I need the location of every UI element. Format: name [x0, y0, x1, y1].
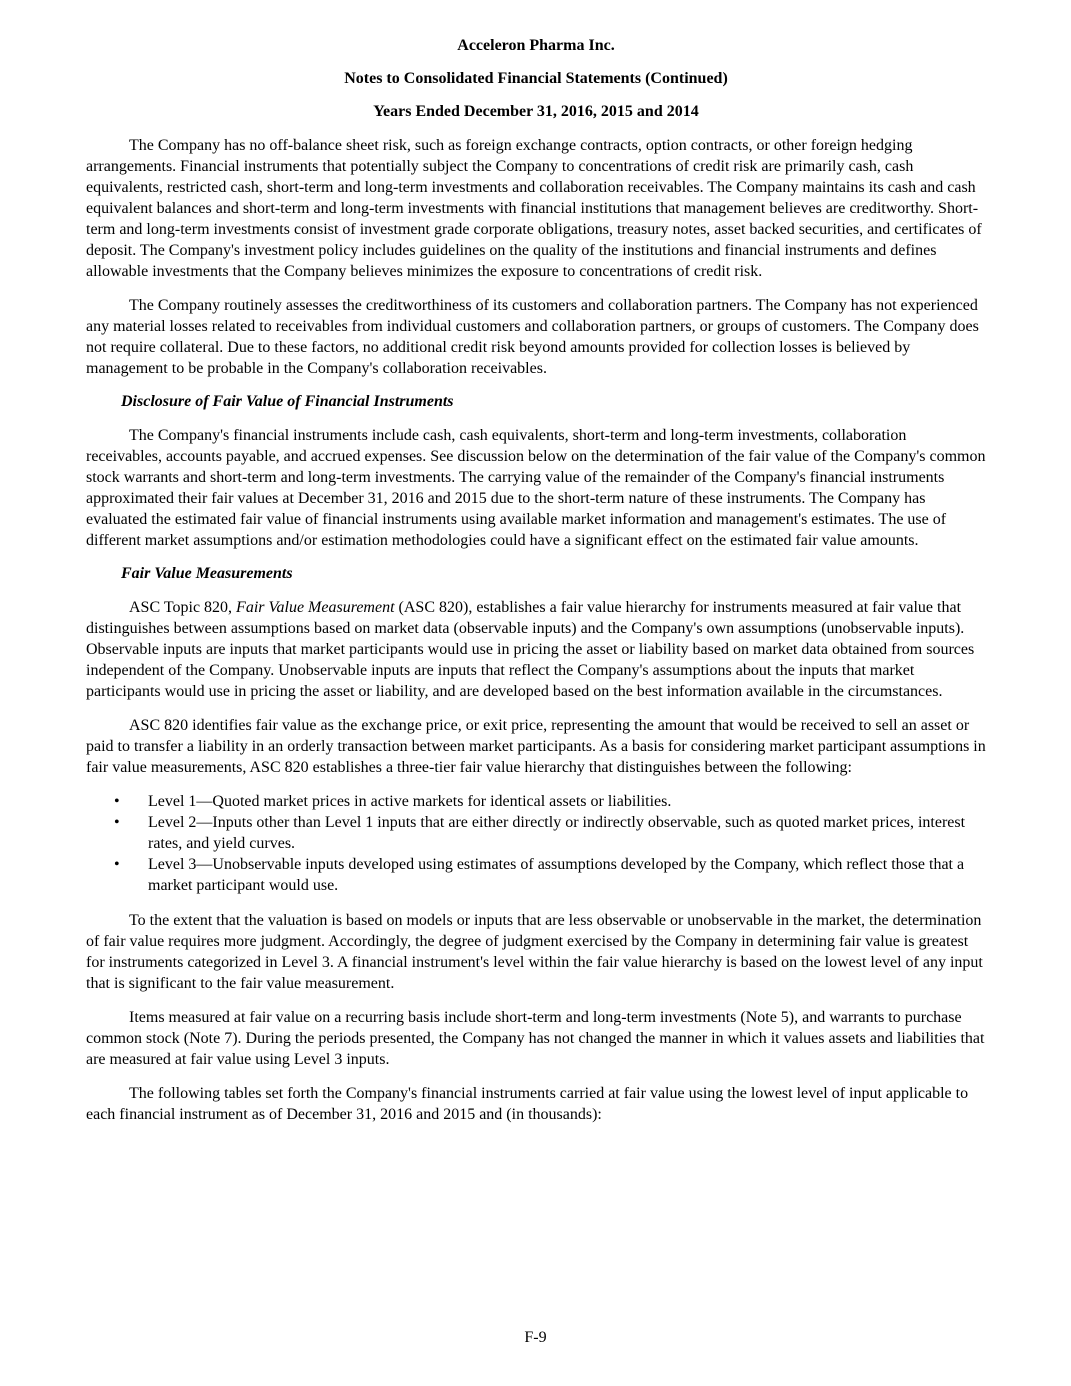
subheading-measurements: Fair Value Measurements	[121, 565, 293, 582]
bullet-marker: •	[114, 856, 120, 873]
document-page	[86, 36, 986, 1138]
bullet-marker: •	[114, 814, 120, 831]
paragraph-creditworthiness: The Company routinely assesses the creditworthiness of its customers and collaboration partners. The Company has not experienced any material losses related to receivables from individual customers and collaboration partners, or groups of customers. The Company does not require collateral. Due to these factors, no additional credit risk beyond amounts provided for collection losses is believed by management to be probable in the Company's collaboration receivables.	[86, 297, 979, 377]
list-item-level-2	[86, 812, 986, 854]
list-item-level-1	[86, 791, 986, 812]
list-item-text: Level 2—Inputs other than Level 1 inputs that are either directly or indirectly observable, such as quoted market prices, interest rates, and yield curves.	[148, 814, 966, 852]
asc-820-italic-title: Fair Value Measurement	[236, 599, 395, 616]
paragraph-asc-topic-820	[86, 597, 986, 702]
list-item-text: Level 1—Quoted market prices in active markets for identical assets or liabilities.	[148, 793, 672, 810]
list-item-level-3	[86, 854, 986, 896]
paragraph-credit-risk: The Company has no off-balance sheet risk, such as foreign exchange contracts, option contracts, or other foreign hedging arrangements. Financial instruments that potentially subject the Company to concentrations of credit risk are primarily cash, cash equivalents, restricted cash, short-term and long-term investments and collaboration receivables. The Company maintains its cash and cash equivalent balances and short-term and long-term investments with financial institutions that management believes are creditworthy. Short-term and long-term investments consist of investment grade corporate obligations, treasury notes, asset backed securities, and certificates of deposit. The Company's investment policy includes guidelines on the quality of the institutions and financial instruments and defines allowable investments that the Company believes minimizes the exposure to concentrations of credit risk.	[86, 137, 982, 280]
paragraph-tables-intro: The following tables set forth the Company's financial instruments carried at fair value using the lowest level of input applicable to each financial instrument as of December 31, 2016 and 2015 and (in thousands):	[86, 1085, 969, 1123]
paragraph-recurring-basis: Items measured at fair value on a recurring basis include short-term and long-term investments (Note 5), and warrants to purchase common stock (Note 7). During the periods presented, the Company has not changed the manner in which it values assets and liabilities that are measured at fair value using Level 3 inputs.	[86, 1009, 985, 1068]
subheading-disclosure: Disclosure of Fair Value of Financial Instruments	[121, 393, 454, 410]
period-title: Years Ended December 31, 2016, 2015 and 2014	[373, 103, 699, 120]
asc-820-body-text: (ASC 820), establishes a fair value hierarchy for instruments measured at fair value that distinguishes between assumptions based on market data (observable inputs) and the Company's own assumptions (unobservable inputs). Observable inputs are inputs that market participants would use in pricing the asset or liability based on market data obtained from sources independent of the Company. Unobservable inputs are inputs that reflect the Company's assumptions about the inputs that market participants would use in pricing the asset or liability, and are developed based on the best information available in the circumstances.	[86, 599, 975, 700]
notes-title: Notes to Consolidated Financial Statements (Continued)	[344, 70, 728, 87]
paragraph-financial-instruments: The Company's financial instruments include cash, cash equivalents, short-term and long-term investments, collaboration receivables, accounts payable, and accrued expenses. See discussion below on the determination of the fair value of the Company's common stock warrants and short-term and long-term investments. The carrying value of the remainder of the Company's financial instruments approximated their fair values at December 31, 2016 and 2015 due to the short-term nature of these instruments. The Company has evaluated the estimated fair value of financial instruments using available market information and management's estimates. The use of different market assumptions and/or estimation methodologies could have a significant effect on the estimated fair value amounts.	[86, 427, 986, 549]
paragraph-fair-value-definition: ASC 820 identifies fair value as the exchange price, or exit price, representing the amount that would be received to sell an asset or paid to transfer a liability in an orderly transaction between market participants. As a basis for considering market participant assumptions in fair value measurements, ASC 820 establishes a three-tier fair value hierarchy that distinguishes between the following:	[86, 717, 986, 776]
level-list	[86, 791, 986, 896]
list-item-text: Level 3—Unobservable inputs developed using estimates of assumptions developed by the Company, which reflect those that a market participant would use.	[148, 856, 965, 894]
company-name: Acceleron Pharma Inc.	[457, 37, 615, 54]
asc-820-lead-text: ASC Topic 820,	[129, 599, 237, 616]
page-number: F-9	[524, 1329, 547, 1346]
bullet-marker: •	[114, 793, 120, 810]
paragraph-judgment: To the extent that the valuation is based on models or inputs that are less observable or unobservable in the market, the determination of fair value requires more judgment. Accordingly, the degree of judgment exercised by the Company in determining fair value is greatest for instruments categorized in Level 3. A financial instrument's level within the fair value hierarchy is based on the lowest level of any input that is significant to the fair value measurement.	[86, 912, 983, 992]
